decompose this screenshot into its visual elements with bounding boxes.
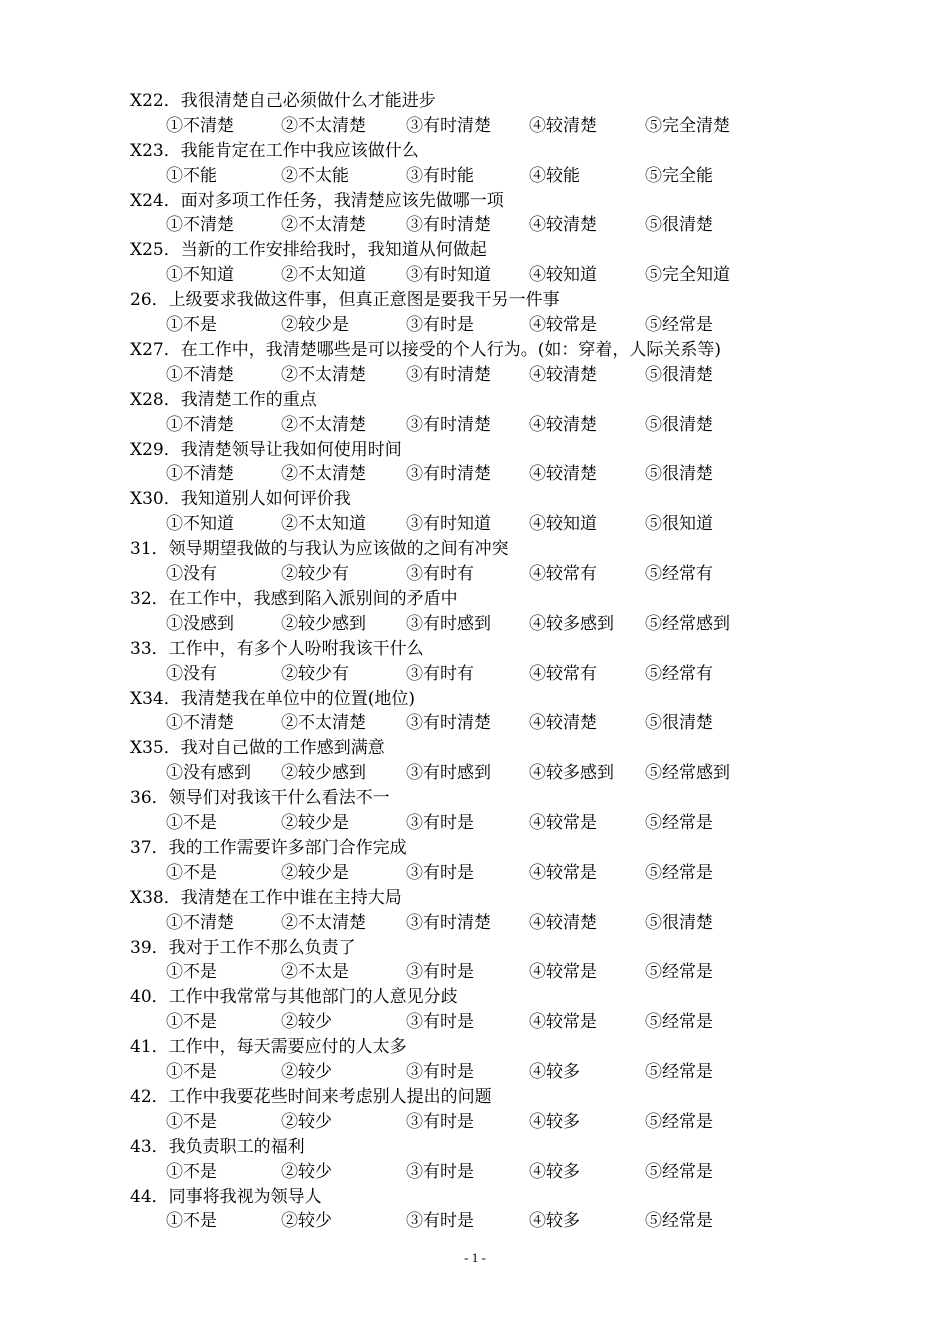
answer-option: ④较常是 (529, 962, 597, 983)
answer-option: ④较清楚 (529, 115, 597, 136)
answer-option: ⑤完全知道 (645, 265, 730, 286)
answer-option: ④较多感到 (529, 613, 614, 634)
question-item (130, 438, 850, 488)
answer-option: ②不太清楚 (281, 713, 366, 734)
answer-option: ①不是 (166, 1111, 217, 1132)
answer-option: ①不是 (166, 1211, 217, 1232)
question-item (130, 388, 850, 438)
answer-option: ①没有 (166, 663, 217, 684)
question-item (130, 836, 850, 886)
answer-option: ②不太清楚 (281, 115, 366, 136)
answer-option: ⑤经常是 (645, 813, 713, 834)
answer-option: ④较清楚 (529, 215, 597, 236)
question-text: X27．在工作中，我清楚哪些是可以接受的个人行为。(如：穿着，人际关系等) (130, 339, 721, 360)
answer-options (130, 1110, 850, 1135)
answer-option: ⑤经常感到 (645, 613, 730, 634)
answer-option: ④较清楚 (529, 713, 597, 734)
question-text: X25．当新的工作安排给我时，我知道从何做起 (130, 240, 487, 261)
answer-option: ③有时是 (406, 962, 474, 983)
answer-option: ①不知道 (166, 265, 234, 286)
answer-options (130, 263, 850, 288)
answer-option: ⑤很清楚 (645, 215, 713, 236)
question-text: X24．面对多项工作任务，我清楚应该先做哪一项 (130, 190, 504, 211)
answer-option: ⑤很清楚 (645, 414, 713, 435)
answer-option: ③有时是 (406, 1161, 474, 1182)
answer-option: ②较少 (281, 1161, 332, 1182)
question-item (130, 189, 850, 239)
answer-options (130, 1209, 850, 1234)
answer-option: ②不太是 (281, 962, 349, 983)
question-item (130, 936, 850, 986)
answer-option: ③有时知道 (406, 265, 491, 286)
answer-option: ⑤经常是 (645, 962, 713, 983)
question-text: 32．在工作中，我感到陷入派别间的矛盾中 (130, 588, 458, 609)
answer-options (130, 662, 850, 687)
answer-option: ①不清楚 (166, 912, 234, 933)
answer-option: ①不是 (166, 1012, 217, 1033)
answer-option: ⑤经常有 (645, 663, 713, 684)
question-item (130, 89, 850, 139)
answer-option: ④较知道 (529, 265, 597, 286)
answer-option: ①不能 (166, 165, 217, 186)
answer-option: ③有时清楚 (406, 115, 491, 136)
answer-option: ④较多感到 (529, 763, 614, 784)
question-item (130, 736, 850, 786)
answer-option: ③有时清楚 (406, 364, 491, 385)
question-item (130, 687, 850, 737)
answer-options (130, 413, 850, 438)
answer-option: ①不清楚 (166, 364, 234, 385)
question-item (130, 1185, 850, 1235)
answer-options (130, 462, 850, 487)
answer-option: ①没有感到 (166, 763, 251, 784)
answer-option: ①没有 (166, 564, 217, 585)
answer-option: ②较少 (281, 1062, 332, 1083)
question-text: X28．我清楚工作的重点 (130, 389, 317, 410)
answer-option: ③有时清楚 (406, 414, 491, 435)
answer-option: ⑤经常是 (645, 1012, 713, 1033)
answer-option: ②不太清楚 (281, 912, 366, 933)
question-item (130, 288, 850, 338)
answer-option: ⑤经常是 (645, 315, 713, 336)
answer-option: ②较少有 (281, 663, 349, 684)
answer-options (130, 363, 850, 388)
answer-option: ②不太清楚 (281, 364, 366, 385)
question-item (130, 1135, 850, 1185)
answer-option: ①不是 (166, 1062, 217, 1083)
answer-option: ④较常有 (529, 663, 597, 684)
question-item (130, 786, 850, 836)
answer-option: ④较知道 (529, 514, 597, 535)
question-text: 26．上级要求我做这件事，但真正意图是要我干另一件事 (130, 290, 560, 311)
answer-option: ⑤完全能 (645, 165, 713, 186)
question-text: 31．领导期望我做的与我认为应该做的之间有冲突 (130, 539, 509, 560)
answer-option: ③有时是 (406, 1062, 474, 1083)
answer-option: ④较常是 (529, 1012, 597, 1033)
question-item (130, 1035, 850, 1085)
question-text: X22．我很清楚自己必须做什么才能进步 (130, 91, 436, 111)
answer-option: ③有时是 (406, 315, 474, 336)
question-text: 33．工作中，有多个人吩咐我该干什么 (130, 638, 424, 659)
answer-option: ④较多 (529, 1062, 580, 1083)
question-item (130, 238, 850, 288)
answer-option: ①不清楚 (166, 464, 234, 485)
question-item (130, 587, 850, 637)
questionnaire (130, 89, 850, 1234)
answer-option: ②较少是 (281, 862, 349, 883)
answer-option: ②较少感到 (281, 613, 366, 634)
answer-option: ③有时有 (406, 564, 474, 585)
answer-option: ①不知道 (166, 514, 234, 535)
answer-option: ①不是 (166, 1161, 217, 1182)
answer-option: ④较能 (529, 165, 580, 186)
question-text: X30．我知道别人如何评价我 (130, 489, 351, 510)
answer-option: ③有时有 (406, 663, 474, 684)
question-text: X23．我能肯定在工作中我应该做什么 (130, 140, 419, 161)
answer-option: ②较少 (281, 1111, 332, 1132)
question-text: 41．工作中，每天需要应付的人太多 (130, 1037, 407, 1058)
answer-option: ⑤经常是 (645, 1062, 713, 1083)
question-text: X38．我清楚在工作中谁在主持大局 (130, 887, 402, 908)
answer-option: ⑤经常是 (645, 862, 713, 883)
answer-option: ⑤经常感到 (645, 763, 730, 784)
answer-option: ②较少感到 (281, 763, 366, 784)
question-text: 42．工作中我要花些时间来考虑别人提出的问题 (130, 1086, 492, 1107)
answer-option: ③有时清楚 (406, 215, 491, 236)
question-text: X35．我对自己做的工作感到满意 (130, 738, 385, 759)
answer-option: ①不是 (166, 862, 217, 883)
answer-options (130, 960, 850, 985)
answer-option: ④较常是 (529, 813, 597, 834)
answer-options (130, 313, 850, 338)
answer-options (130, 164, 850, 189)
question-item (130, 537, 850, 587)
question-text: 36．领导们对我该干什么看法不一 (130, 788, 390, 809)
answer-options (130, 861, 850, 886)
answer-options (130, 761, 850, 786)
answer-option: ①不是 (166, 813, 217, 834)
answer-option: ⑤很知道 (645, 514, 713, 535)
question-text: 43．我负责职工的福利 (130, 1136, 305, 1157)
answer-option: ③有时知道 (406, 514, 491, 535)
answer-option: ①不是 (166, 962, 217, 983)
answer-option: ⑤经常是 (645, 1161, 713, 1182)
answer-options (130, 612, 850, 637)
answer-option: ④较常是 (529, 315, 597, 336)
answer-options (130, 811, 850, 836)
answer-option: ⑤完全清楚 (645, 115, 730, 136)
answer-options (130, 213, 850, 238)
question-item (130, 487, 850, 537)
question-text: X34．我清楚我在单位中的位置(地位) (130, 688, 415, 709)
answer-option: ②较少是 (281, 813, 349, 834)
answer-option: ②较少是 (281, 315, 349, 336)
answer-option: ⑤很清楚 (645, 912, 713, 933)
answer-option: ③有时是 (406, 813, 474, 834)
question-text: 37．我的工作需要许多部门合作完成 (130, 837, 407, 858)
answer-options (130, 911, 850, 936)
answer-option: ①不是 (166, 315, 217, 336)
question-item (130, 139, 850, 189)
answer-option: ③有时感到 (406, 613, 491, 634)
answer-option: ⑤很清楚 (645, 713, 713, 734)
answer-option: ②不太知道 (281, 514, 366, 535)
answer-option: ③有时是 (406, 1211, 474, 1232)
answer-option: ⑤经常是 (645, 1111, 713, 1132)
answer-option: ②较少 (281, 1211, 332, 1232)
answer-option: ④较多 (529, 1211, 580, 1232)
answer-option: ②较少 (281, 1012, 332, 1033)
answer-options (130, 1010, 850, 1035)
answer-option: ③有时清楚 (406, 912, 491, 933)
answer-option: ②不太能 (281, 165, 349, 186)
answer-option: ④较清楚 (529, 464, 597, 485)
answer-option: ①不清楚 (166, 414, 234, 435)
answer-option: ②较少有 (281, 564, 349, 585)
answer-options (130, 1160, 850, 1185)
answer-option: ③有时能 (406, 165, 474, 186)
answer-options (130, 711, 850, 736)
answer-option: ③有时感到 (406, 763, 491, 784)
answer-option: ①没感到 (166, 613, 234, 634)
answer-option: ⑤经常有 (645, 564, 713, 585)
answer-options (130, 512, 850, 537)
answer-option: ⑤很清楚 (645, 364, 713, 385)
answer-option: ③有时是 (406, 1012, 474, 1033)
answer-option: ④较清楚 (529, 414, 597, 435)
question-text: 40．工作中我常常与其他部门的人意见分歧 (130, 987, 458, 1008)
answer-option: ④较多 (529, 1161, 580, 1182)
answer-option: ④较多 (529, 1111, 580, 1132)
answer-options (130, 562, 850, 587)
answer-option: ④较常是 (529, 862, 597, 883)
answer-option: ④较清楚 (529, 364, 597, 385)
answer-option: ①不清楚 (166, 115, 234, 136)
question-item (130, 637, 850, 687)
answer-option: ①不清楚 (166, 713, 234, 734)
answer-option: ③有时是 (406, 1111, 474, 1132)
answer-options (130, 114, 850, 139)
answer-option: ②不太清楚 (281, 464, 366, 485)
question-text: X29．我清楚领导让我如何使用时间 (130, 439, 402, 460)
answer-option: ③有时清楚 (406, 464, 491, 485)
answer-option: ②不太清楚 (281, 215, 366, 236)
answer-option: ②不太知道 (281, 265, 366, 286)
answer-option: ④较常有 (529, 564, 597, 585)
question-item (130, 985, 850, 1035)
answer-option: ③有时清楚 (406, 713, 491, 734)
answer-options (130, 1060, 850, 1085)
answer-option: ⑤很清楚 (645, 464, 713, 485)
question-item (130, 338, 850, 388)
answer-option: ①不清楚 (166, 215, 234, 236)
question-item (130, 886, 850, 936)
page-number: - 1 - (464, 1250, 486, 1265)
answer-option: ④较清楚 (529, 912, 597, 933)
answer-option: ⑤经常是 (645, 1211, 713, 1232)
question-text: 44．同事将我视为领导人 (130, 1186, 322, 1207)
answer-option: ③有时是 (406, 862, 474, 883)
question-item (130, 1085, 850, 1135)
answer-option: ②不太清楚 (281, 414, 366, 435)
question-text: 39．我对于工作不那么负责了 (130, 937, 356, 958)
